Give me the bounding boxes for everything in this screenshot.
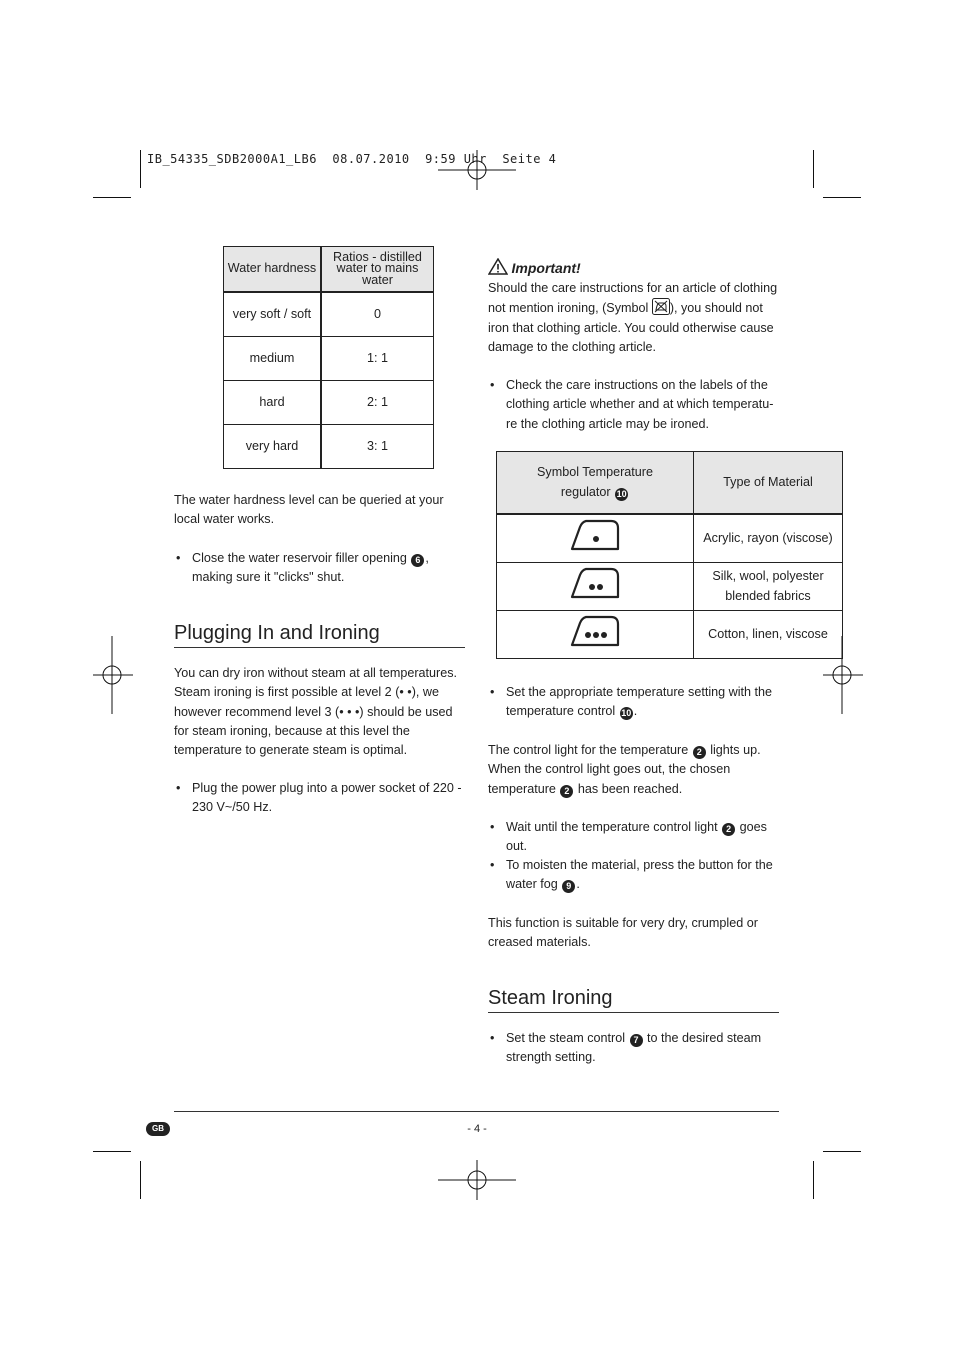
water-hardness-table [223, 246, 434, 469]
table-row [497, 563, 843, 611]
ratio-cell: 2: 1 [321, 381, 434, 425]
symbol-cell [497, 563, 694, 611]
list-item-wait [488, 818, 786, 857]
part-number-badge: 2 [560, 785, 573, 798]
registration-mark-bottom [438, 1160, 516, 1200]
part-number-badge: 6 [411, 554, 424, 567]
bullet-text: Close the water reservoir filler opening [192, 551, 407, 565]
table-row [224, 292, 434, 337]
hardness-cell: very hard [224, 425, 322, 469]
table-row [224, 425, 434, 469]
paragraph-text: The control light for the temperature [488, 743, 689, 757]
list-item-steam-control [488, 1029, 776, 1068]
part-number-badge: 2 [693, 746, 706, 759]
table-row [224, 337, 434, 381]
bullet-text: . [576, 877, 580, 892]
header-ratios: Ratios - distilled water to mains water [321, 247, 434, 293]
page-number: - 4 - [467, 1123, 487, 1135]
table-row [497, 611, 843, 659]
bullet-text: to the desired steam strength setting. [506, 1031, 762, 1065]
ratio-cell: 0 [321, 292, 434, 337]
heading-rule [488, 1012, 779, 1013]
important-body [488, 279, 780, 357]
temperature-symbol-table [496, 451, 843, 659]
function-paragraph: This function is suitable for very dry, crumpled or creased materials. [488, 916, 758, 950]
registration-mark-left [93, 636, 133, 714]
control-light-paragraph [488, 741, 770, 799]
header-water-hardness: Water hardness [224, 247, 322, 293]
footer-rule [174, 1111, 779, 1112]
bullet-text: To moisten the material, press the button for the water fog [506, 858, 773, 892]
important-heading [488, 258, 780, 279]
paragraph-text: has been reached. [577, 781, 683, 796]
part-number-badge: 10 [621, 708, 632, 719]
table-row [497, 514, 843, 563]
heading-plugging-in: Plugging In and Ironing [174, 622, 380, 644]
list-item-check-care [488, 376, 778, 434]
bullet-text: Set the appropriate temperature setting with the temperature control [506, 685, 773, 719]
hardness-cell: hard [224, 381, 322, 425]
part-number-badge: 10 [616, 488, 627, 499]
dry-iron-paragraph: You can dry iron without steam at all temperatures. Steam ironing is first possible at level 2 (• •), we however recommend level 3 (• • •) should be used for steam ironing, because at this level the temperature to generate steam is optimal. [174, 666, 458, 758]
symbol-cell [497, 514, 694, 563]
table-row [224, 381, 434, 425]
heading-rule [174, 647, 465, 648]
bullet-text: Check the care instructions on the labels of the clothing article whether and at which temperatu-re the clothing article may be ironed. [506, 378, 774, 431]
part-number-badge: 9 [562, 880, 575, 893]
important-text: Should the care instructions for an article of clothing not mention ironing, (Symbol [488, 281, 778, 316]
header-symbol [497, 452, 694, 515]
bullet-text: Set the steam control [506, 1031, 626, 1045]
no-ironing-symbol-icon [652, 298, 670, 315]
heading-steam-ironing: Steam Ironing [488, 987, 613, 1009]
iron-three-dots-icon [569, 614, 621, 648]
header-type-of-material: Type of Material [694, 452, 843, 515]
iron-one-dot-icon [569, 518, 621, 552]
list-item-plug-in [174, 779, 462, 818]
bullet-text: , making sure it "clicks" shut. [192, 551, 429, 585]
bullet-text: Wait until the temperature control light [506, 820, 718, 834]
warning-triangle-icon [488, 258, 508, 275]
material-cell: Cotton, linen, viscose [694, 611, 843, 659]
important-title: Important! [511, 260, 581, 276]
print-header: IB_54335_SDB2000A1_LB6 08.07.2010 9:59 Uhr Seite 4 [147, 152, 557, 166]
important-text: ), you should not iron that clothing article. You could otherwise cause damage to the clothing article. [488, 301, 774, 354]
iron-two-dots-icon [569, 566, 621, 600]
part-number-badge: 7 [630, 1034, 643, 1047]
table-header-row [224, 247, 434, 293]
symbol-cell [497, 611, 694, 659]
material-cell: Acrylic, rayon (viscose) [694, 514, 843, 563]
ratio-cell: 1: 1 [321, 337, 434, 381]
ratio-cell: 3: 1 [321, 425, 434, 469]
hardness-cell: very soft / soft [224, 292, 322, 337]
table-header-row [497, 452, 843, 515]
material-cell: Silk, wool, polyester blended fabrics [694, 563, 843, 611]
bullet-text: Plug the power plug into a power socket of 220 - 230 V~/50 Hz. [192, 781, 462, 815]
list-item-moisten [488, 856, 786, 895]
water-hardness-note: The water hardness level can be queried at your local water works. [174, 493, 444, 527]
registration-mark-top [438, 150, 516, 190]
language-badge: GB [146, 1122, 170, 1136]
header-symbol-text: Symbol Temperature regulator [537, 465, 653, 499]
important-notice [488, 258, 780, 357]
hardness-cell: medium [224, 337, 322, 381]
part-number-badge: 2 [722, 823, 735, 836]
bullet-text: goes out. [506, 820, 767, 854]
list-item-set-temperature [488, 683, 781, 722]
list-item-close-reservoir [174, 549, 464, 588]
paragraph-text: lights up. When the control light goes out, the chosen temperature [488, 743, 761, 796]
bullet-text: . [633, 704, 638, 719]
